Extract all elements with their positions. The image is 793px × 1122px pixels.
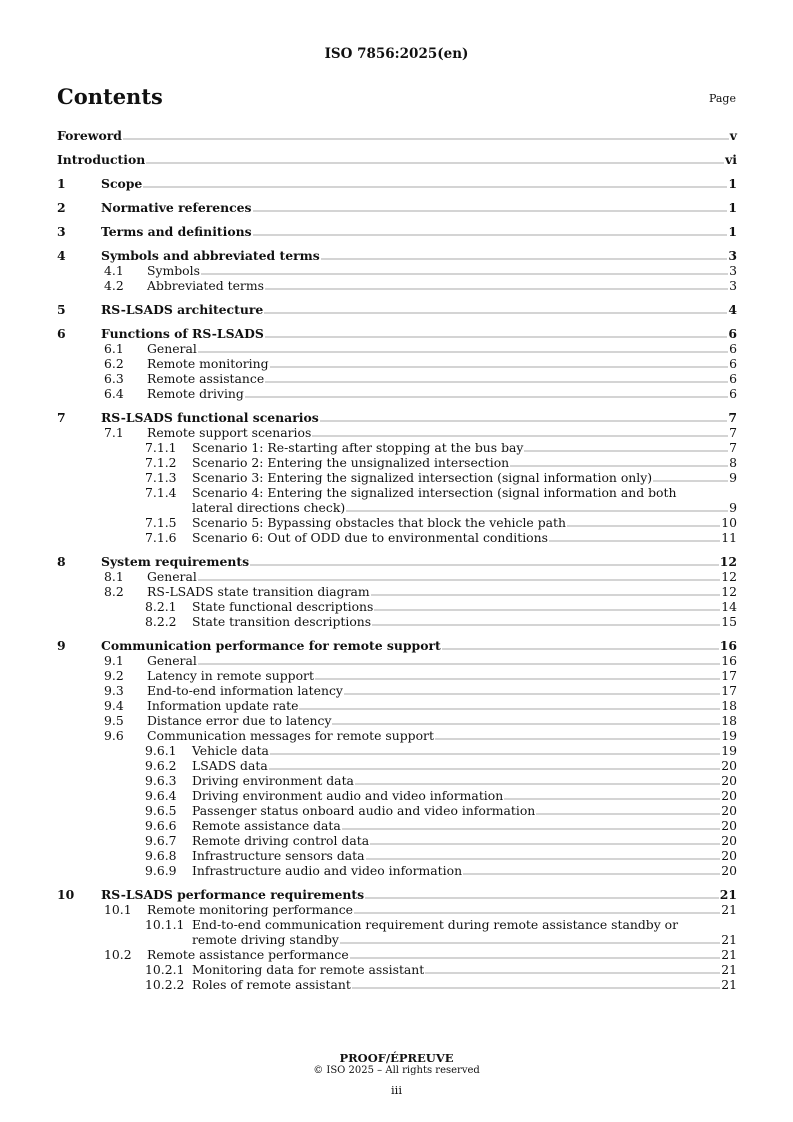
copyright-notice: © ISO 2025 – All rights reserved (313, 1065, 480, 1076)
toc-entry-page: 6 (729, 356, 737, 371)
toc-entry-page: 21 (721, 902, 737, 917)
toc-entry-number: 10.1 (104, 902, 132, 917)
toc-entry-number: 4 (57, 248, 66, 263)
toc-entry-title: Scenario 3: Entering the signalized intersection (signal information only) (192, 470, 653, 485)
dot-leader (352, 978, 720, 989)
toc-entry-title: End-to-end communication requirement during remote assistance standby or (192, 917, 679, 932)
toc-entry-number: 4.1 (104, 263, 124, 278)
toc-entry-title: System requirements (101, 554, 250, 569)
toc-entry-title: Introduction (57, 152, 146, 167)
dot-leader (463, 864, 720, 875)
dot-leader (253, 201, 728, 212)
toc-entry-page: 21 (721, 947, 737, 962)
toc-entry-title: Driving environment audio and video information (192, 788, 504, 803)
toc-entry-title: Remote monitoring (147, 356, 269, 371)
toc-entry-page: 21 (721, 932, 737, 947)
toc-entry-number: 10.2 (104, 947, 132, 962)
toc-entry-page: 7 (729, 425, 737, 440)
dot-leader (320, 411, 728, 422)
toc-entry-title: Infrastructure sensors data (192, 848, 365, 863)
toc-entry-page: 21 (721, 962, 737, 977)
toc-entry-title: State functional descriptions (192, 599, 374, 614)
toc-entry-number: 6.1 (104, 341, 124, 356)
toc-entry-title: LSADS data (192, 758, 268, 773)
toc-entry-page: 21 (719, 887, 737, 902)
toc-entry-number: 6.2 (104, 356, 124, 371)
dot-leader (245, 387, 728, 398)
toc-entry[interactable] (57, 410, 737, 425)
toc-entry[interactable] (57, 977, 737, 992)
toc-entry-title: Remote monitoring performance (147, 902, 353, 917)
toc-entry[interactable] (57, 302, 737, 317)
dot-leader (370, 834, 720, 845)
toc-entry[interactable] (57, 470, 737, 485)
dot-leader (366, 849, 721, 860)
toc-entry-page: 3 (729, 263, 737, 278)
toc-entry[interactable] (57, 917, 737, 947)
contents-title: Contents (57, 84, 163, 109)
dot-leader (524, 441, 728, 452)
toc-entry[interactable] (57, 758, 737, 773)
dot-leader (315, 669, 720, 680)
dot-leader (344, 684, 720, 695)
dot-leader (510, 456, 728, 467)
toc-entry[interactable] (57, 530, 737, 545)
dot-leader (355, 774, 720, 785)
toc-entry[interactable] (57, 554, 737, 569)
dot-leader (201, 264, 728, 275)
dot-leader (536, 804, 720, 815)
toc-entry-title: Scenario 2: Entering the unsignalized intersection (192, 455, 510, 470)
dot-leader (143, 177, 727, 188)
dot-leader (270, 744, 720, 755)
toc-entry-page: 1 (728, 176, 737, 191)
toc-entry[interactable] (57, 440, 737, 455)
toc-entry-number: 9.6.6 (145, 818, 177, 833)
toc-entry-page: 12 (719, 554, 737, 569)
toc-entry-number: 10.1.1 (145, 917, 185, 932)
toc-entry[interactable] (57, 584, 737, 599)
toc-entry[interactable] (57, 902, 737, 917)
proof-label: PROOF/ÉPREUVE (339, 1051, 454, 1065)
toc-entry[interactable] (57, 128, 737, 143)
toc-entry-title: Scenario 1: Re-starting after stopping at the bus bay (192, 440, 524, 455)
toc-entry-number: 7.1.4 (145, 485, 177, 500)
dot-leader (567, 516, 720, 527)
toc-entry-title: General (147, 341, 197, 356)
toc-entry-title: Scenario 5: Bypassing obstacles that block the vehicle path (192, 515, 566, 530)
toc-entry-page: 15 (721, 614, 737, 629)
toc-entry-title: Symbols and abbreviated terms (101, 248, 320, 263)
toc-entry-number: 4.2 (104, 278, 124, 293)
toc-entry[interactable] (57, 248, 737, 263)
toc-entry[interactable] (57, 278, 737, 293)
toc-entry-number: 9.5 (104, 713, 124, 728)
toc-entry-number: 9.6 (104, 728, 124, 743)
toc-entry-page: 20 (721, 758, 737, 773)
toc-entry-number: 9.6.8 (145, 848, 177, 863)
toc-entry-title-continued: lateral directions check) (192, 500, 346, 515)
toc-entry-title: Latency in remote support (147, 668, 314, 683)
toc-entry[interactable] (57, 773, 737, 788)
toc-entry-page: 4 (728, 302, 737, 317)
toc-entry-number: 9.6.7 (145, 833, 177, 848)
toc-entry-page: 17 (721, 683, 737, 698)
toc-entry-title: Remote driving (147, 386, 244, 401)
page-column-label: Page (708, 92, 736, 105)
toc-entry-page: 14 (721, 599, 737, 614)
toc-entry-number: 1 (57, 176, 66, 191)
dot-leader (253, 225, 728, 236)
toc-entry-title: Passenger status onboard audio and video information (192, 803, 536, 818)
toc-entry-title: Terms and definitions (101, 224, 252, 239)
toc-entry-title: Distance error due to latency (147, 713, 332, 728)
toc-entry-page: v (729, 128, 737, 143)
toc-entry-number: 8.2.1 (145, 599, 177, 614)
toc-entry-page: 20 (721, 788, 737, 803)
document-id: ISO 7856:2025(en) (324, 46, 469, 62)
toc-entry-number: 6 (57, 326, 66, 341)
toc-entry[interactable] (57, 263, 737, 278)
toc-entry-page: 16 (719, 638, 737, 653)
toc-entry[interactable] (57, 485, 737, 515)
toc-entry-number: 10.2.2 (145, 977, 185, 992)
toc-entry-title: RS-LSADS architecture (101, 302, 264, 317)
toc-entry-title: End-to-end information latency (147, 683, 343, 698)
toc-entry-title: Communication performance for remote support (101, 638, 441, 653)
toc-entry-number: 9.4 (104, 698, 124, 713)
page-footer (0, 1052, 793, 1097)
toc-entry-number: 9.1 (104, 653, 124, 668)
toc-entry-number: 6.3 (104, 371, 124, 386)
toc-entry[interactable] (57, 326, 737, 341)
toc-entry-page: 7 (728, 410, 737, 425)
toc-entry-page: 1 (728, 200, 737, 215)
toc-entry[interactable] (57, 863, 737, 878)
toc-entry-page: 20 (721, 833, 737, 848)
dot-leader (365, 888, 719, 899)
toc-entry-number: 7.1 (104, 425, 124, 440)
toc-entry-number: 9.6.1 (145, 743, 177, 758)
dot-leader (269, 759, 721, 770)
toc-entry-page: 9 (729, 500, 737, 515)
toc-entry-page: 20 (721, 818, 737, 833)
toc-entry[interactable] (57, 371, 737, 386)
toc-entry-page: 19 (721, 728, 737, 743)
toc-entry-number: 9.6.2 (145, 758, 177, 773)
dot-leader (442, 639, 719, 650)
dot-leader (146, 153, 724, 164)
toc-entry-number: 10 (57, 887, 75, 902)
dot-leader (504, 789, 720, 800)
toc-entry-title: Vehicle data (192, 743, 269, 758)
toc-entry-number: 10.2.1 (145, 962, 185, 977)
dot-leader (346, 501, 728, 512)
dot-leader (350, 948, 721, 959)
toc-entry[interactable] (57, 887, 737, 902)
dot-leader (653, 471, 728, 482)
dot-leader (321, 249, 728, 260)
toc-entry-title: Scenario 4: Entering the signalized intersection (signal information and both (192, 485, 677, 500)
toc-entry-title: RS-LSADS functional scenarios (101, 410, 319, 425)
toc-entry-number: 7.1.1 (145, 440, 177, 455)
toc-entry-number: 8.2 (104, 584, 124, 599)
toc-entry[interactable] (57, 788, 737, 803)
toc-entry[interactable] (57, 743, 737, 758)
toc-entry[interactable] (57, 728, 737, 743)
toc-entry-number: 8 (57, 554, 66, 569)
toc-entry-page: 6 (729, 371, 737, 386)
dot-leader (264, 303, 727, 314)
toc-entry[interactable] (57, 200, 737, 215)
toc-entry-title: Remote assistance performance (147, 947, 349, 962)
toc-entry-page: 3 (729, 278, 737, 293)
toc-entry-number: 9.6.5 (145, 803, 177, 818)
toc-entry-title: Scope (101, 176, 143, 191)
toc-entry-page: 21 (721, 977, 737, 992)
toc-entry[interactable] (57, 425, 737, 440)
toc-entry[interactable] (57, 356, 737, 371)
toc-entry[interactable] (57, 848, 737, 863)
toc-entry-number: 3 (57, 224, 66, 239)
dot-leader (299, 699, 720, 710)
toc-entry-title: RS-LSADS state transition diagram (147, 584, 370, 599)
dot-leader (340, 933, 720, 944)
dot-leader (265, 327, 728, 338)
toc-entry-page: 6 (729, 386, 737, 401)
toc-entry-page: 6 (729, 341, 737, 356)
dot-leader (123, 129, 729, 140)
toc-entry-number: 9.6.9 (145, 863, 177, 878)
toc-entry[interactable] (57, 341, 737, 356)
toc-entry-title: Information update rate (147, 698, 299, 713)
toc-entry-number: 8.2.2 (145, 614, 177, 629)
toc-entry[interactable] (57, 653, 737, 668)
dot-leader (371, 585, 721, 596)
toc-entry[interactable] (57, 224, 737, 239)
toc-entry-page: 1 (728, 224, 737, 239)
toc-entry-title: Communication messages for remote support (147, 728, 434, 743)
toc-entry-number: 7.1.2 (145, 455, 177, 470)
dot-leader (342, 819, 720, 830)
toc-entry-number: 9.3 (104, 683, 124, 698)
toc-entry-title: Monitoring data for remote assistant (192, 962, 425, 977)
toc-entry-page: 8 (729, 455, 737, 470)
toc-entry[interactable] (57, 668, 737, 683)
toc-entry[interactable] (57, 818, 737, 833)
toc-entry-page: 12 (721, 584, 737, 599)
toc-entry[interactable] (57, 569, 737, 584)
toc-entry-number: 8.1 (104, 569, 124, 584)
toc-entry-page: 7 (729, 440, 737, 455)
toc-entry-page: 3 (728, 248, 737, 263)
toc-entry[interactable] (57, 599, 737, 614)
table-of-contents (57, 128, 737, 992)
toc-entry-page: 20 (721, 803, 737, 818)
toc-entry-page: 9 (729, 470, 737, 485)
toc-entry-title: General (147, 569, 197, 584)
toc-entry-number: 6.4 (104, 386, 124, 401)
toc-entry-title: Infrastructure audio and video information (192, 863, 463, 878)
toc-entry-title: Remote driving control data (192, 833, 370, 848)
toc-entry-title: RS-LSADS performance requirements (101, 887, 365, 902)
toc-entry-number: 7.1.5 (145, 515, 177, 530)
toc-entry[interactable] (57, 713, 737, 728)
toc-entry-title: Foreword (57, 128, 122, 143)
dot-leader (549, 531, 720, 542)
dot-leader (372, 615, 720, 626)
dot-leader (198, 654, 720, 665)
toc-entry-page: 16 (721, 653, 737, 668)
toc-entry-title: Functions of RS-LSADS (101, 326, 264, 341)
toc-entry-number: 9.6.4 (145, 788, 177, 803)
dot-leader (270, 357, 729, 368)
toc-entry[interactable] (57, 947, 737, 962)
toc-entry-number: 7 (57, 410, 66, 425)
toc-entry[interactable] (57, 803, 737, 818)
toc-entry-number: 9.6.3 (145, 773, 177, 788)
dot-leader (374, 600, 720, 611)
toc-entry[interactable] (57, 614, 737, 629)
toc-entry-title: Symbols (147, 263, 200, 278)
toc-entry-title: Abbreviated terms (147, 278, 264, 293)
dot-leader (435, 729, 720, 740)
toc-entry[interactable] (57, 386, 737, 401)
toc-entry-page: 10 (721, 515, 737, 530)
dot-leader (312, 426, 728, 437)
page-number: iii (390, 1083, 403, 1097)
toc-entry-title: Roles of remote assistant (192, 977, 351, 992)
toc-entry-page: vi (725, 152, 737, 167)
toc-entry-page: 18 (721, 713, 737, 728)
toc-entry-title: Normative references (101, 200, 252, 215)
dot-leader (332, 714, 720, 725)
toc-entry-title: Remote support scenarios (147, 425, 312, 440)
dot-leader (265, 372, 728, 383)
toc-entry-number: 2 (57, 200, 66, 215)
toc-entry-page: 20 (721, 863, 737, 878)
toc-entry-number: 9 (57, 638, 66, 653)
toc-entry-page: 17 (721, 668, 737, 683)
dot-leader (265, 279, 728, 290)
dot-leader (250, 555, 719, 566)
toc-entry-title: Remote assistance data (192, 818, 341, 833)
toc-entry-number: 7.1.3 (145, 470, 177, 485)
toc-entry-title: State transition descriptions (192, 614, 372, 629)
toc-entry-page: 12 (721, 569, 737, 584)
toc-entry-title-continued: remote driving standby (192, 932, 339, 947)
toc-entry-page: 19 (721, 743, 737, 758)
dot-leader (198, 570, 720, 581)
toc-entry-page: 20 (721, 773, 737, 788)
dot-leader (198, 342, 728, 353)
toc-entry-title: Remote assistance (147, 371, 265, 386)
toc-entry-page: 11 (721, 530, 737, 545)
toc-entry-number: 7.1.6 (145, 530, 177, 545)
toc-entry[interactable] (57, 698, 737, 713)
toc-entry[interactable] (57, 638, 737, 653)
dot-leader (425, 963, 720, 974)
toc-entry-title: General (147, 653, 197, 668)
toc-entry[interactable] (57, 152, 737, 167)
toc-entry-title: Driving environment data (192, 773, 354, 788)
toc-entry-page: 18 (721, 698, 737, 713)
toc-entry-title: Scenario 6: Out of ODD due to environmental conditions (192, 530, 548, 545)
toc-entry-page: 20 (721, 848, 737, 863)
toc-entry-page: 6 (728, 326, 737, 341)
toc-entry[interactable] (57, 683, 737, 698)
dot-leader (354, 903, 720, 914)
toc-entry[interactable] (57, 515, 737, 530)
toc-entry-number: 5 (57, 302, 66, 317)
toc-entry[interactable] (57, 833, 737, 848)
toc-entry[interactable] (57, 962, 737, 977)
toc-entry-number: 9.2 (104, 668, 124, 683)
toc-entry[interactable] (57, 455, 737, 470)
toc-entry[interactable] (57, 176, 737, 191)
